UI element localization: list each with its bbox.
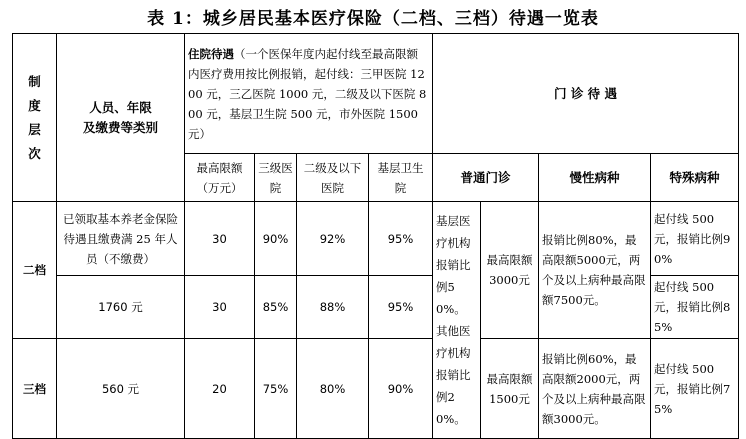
header-special: 特殊病种 [651, 154, 739, 202]
tier2a-max-limit: 30 [185, 202, 255, 276]
tier3-max-limit: 20 [185, 339, 255, 439]
header-level3-hospital: 三级医院 [255, 154, 297, 202]
tier2b-primary-rate: 95% [369, 276, 433, 339]
tier3-general-limit: 最高限额 1500元 [481, 339, 539, 439]
tier3-chronic: 报销比例60%，最高限额2000元，两个及以上病种最高限额3000元。 [539, 339, 651, 439]
tier2-general-limit: 最高限额 3000元 [481, 202, 539, 339]
tier2b-level2-rate: 88% [297, 276, 369, 339]
header-level: 制 度 层 次 [13, 34, 57, 202]
page-title: 表 1：城乡居民基本医疗保险（二档、三档）待遇一览表 [147, 9, 599, 29]
tier2b-max-limit: 30 [185, 276, 255, 339]
tier2a-category: 已领取基本养老金保险待遇且缴费满 25 年人员（不缴费） [57, 202, 185, 276]
tier2a-level2-rate: 92% [297, 202, 369, 276]
tier2a-special: 起付线 500元，报销比例90% [651, 202, 739, 276]
tier3-category: 560 元 [57, 339, 185, 439]
tier2b-special: 起付线 500元，报销比例85% [651, 276, 739, 339]
tier2a-primary-rate: 95% [369, 202, 433, 276]
header-general-clinic: 普通门诊 [433, 154, 539, 202]
general-clinic-ratio: 基层医疗机构报销比例50%。其他医疗机构报销比例20%。 [433, 202, 481, 439]
tier2b-category: 1760 元 [57, 276, 185, 339]
tier2b-level3-rate: 85% [255, 276, 297, 339]
benefits-table [12, 33, 739, 439]
tier2a-level3-rate: 90% [255, 202, 297, 276]
header-level2-hospital: 二级及以下医院 [297, 154, 369, 202]
inpatient-title: 住院待遇 [188, 46, 234, 61]
tier2-chronic: 报销比例80%，最高限额5000元，两个及以上病种最高限额7500元。 [539, 202, 651, 339]
tier3-primary-rate: 90% [369, 339, 433, 439]
tier2-label: 二档 [13, 202, 57, 339]
header-inpatient [185, 34, 433, 154]
inpatient-note: （一个医保年度内起付线至最高限额内医疗费用按比例报销，起付线：三甲医院 1200 元，三乙医院 1000 元，二级及以下医院 800 元，基层卫生院 500 元，市外医院 1500 元） [188, 46, 427, 141]
header-category: 人员、年限 及缴费等类别 [57, 34, 185, 202]
tier3-special: 起付线 500元，报销比例75% [651, 339, 739, 439]
tier3-level3-rate: 75% [255, 339, 297, 439]
header-max-limit: 最高限额（万元） [185, 154, 255, 202]
header-primary-clinic: 基层卫生院 [369, 154, 433, 202]
tier3-level2-rate: 80% [297, 339, 369, 439]
header-chronic: 慢性病种 [539, 154, 651, 202]
tier3-label: 三档 [13, 339, 57, 439]
header-outpatient: 门 诊 待 遇 [433, 34, 739, 154]
